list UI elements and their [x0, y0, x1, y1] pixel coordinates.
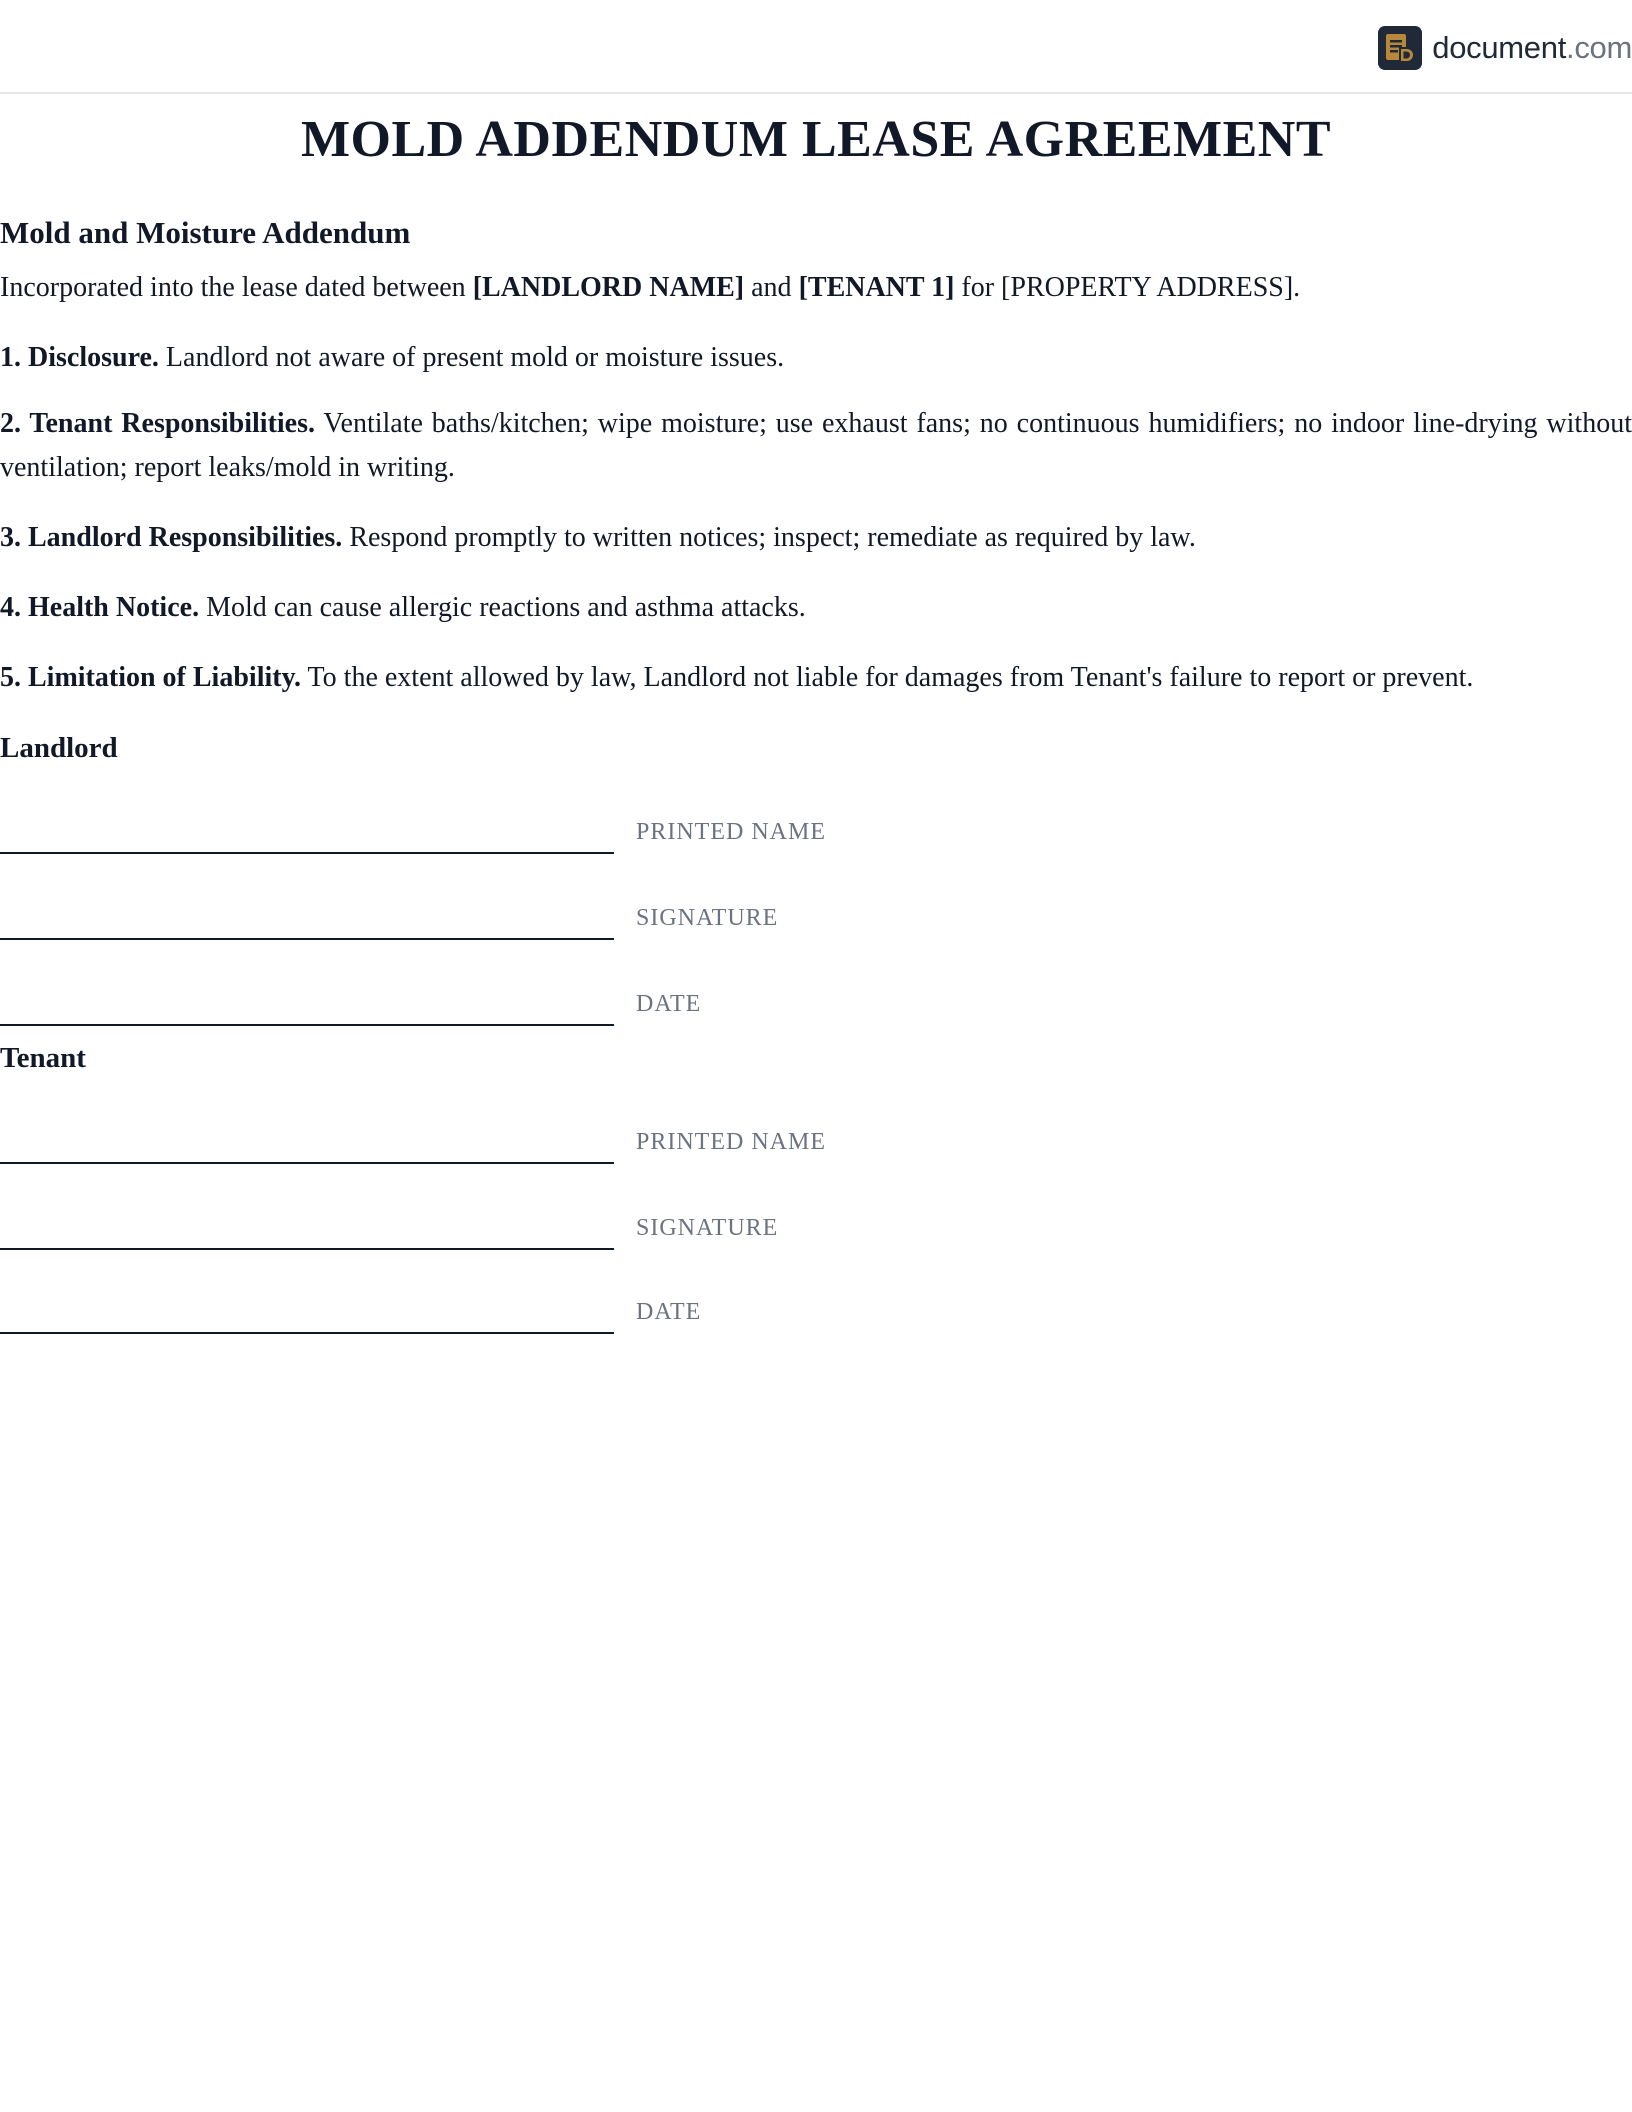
landlord-signature-label: SIGNATURE [636, 905, 779, 931]
clause-text: Mold can cause allergic reactions and asthma attacks. [199, 592, 806, 623]
document-logo-icon [1378, 26, 1422, 70]
clause-text: Respond promptly to written notices; inspect; remediate as required by law. [342, 522, 1196, 553]
tenant-heading: Tenant [0, 1042, 86, 1074]
clause-heading: 1. Disclosure. [0, 342, 159, 373]
landlord-printed-name-line[interactable] [0, 852, 614, 854]
brand-name: document.com [1432, 30, 1632, 65]
landlord-name-placeholder[interactable]: [LANDLORD NAME] [472, 272, 745, 303]
clause-health-notice [0, 586, 1632, 630]
tenant-printed-name-line[interactable] [0, 1162, 614, 1164]
tenant-signature-line[interactable] [0, 1248, 614, 1250]
clause-text: To the extent allowed by law, Landlord not liable for damages from Tenant's failure to report or prevent. [301, 662, 1474, 693]
tenant-date-label: DATE [636, 1299, 702, 1325]
clause-heading: 5. Limitation of Liability. [0, 662, 302, 693]
clause-landlord-responsibilities [0, 516, 1632, 560]
brand-logo[interactable] [1378, 25, 1632, 71]
clause-limitation-of-liability [0, 656, 1632, 700]
landlord-heading: Landlord [0, 732, 118, 764]
clause-heading: 2. Tenant Responsibilities. [0, 408, 315, 439]
tenant-signature-label: SIGNATURE [636, 1215, 779, 1241]
clause-tenant-responsibilities [0, 402, 1632, 490]
clause-text: Landlord not aware of present mold or moisture issues. [158, 342, 785, 373]
tenant-name-placeholder[interactable]: [TENANT 1] [798, 272, 955, 303]
clause-heading: 3. Landlord Responsibilities. [0, 522, 343, 553]
page-header [0, 0, 1632, 94]
clause-text: Ventilate baths/kitchen; wipe moisture; use exhaust fans; no continuous humidifiers; no indoor line-drying without ventilation; report leaks/mold in writing. [0, 408, 1632, 483]
section-heading: Mold and Moisture Addendum [0, 215, 411, 250]
intro-paragraph: Incorporated into the lease dated between [LANDLORD NAME] and [TENANT 1] for [PROPERTY ADDRESS]. [0, 272, 1301, 303]
landlord-date-line[interactable] [0, 1024, 614, 1026]
document-title: MOLD ADDENDUM LEASE AGREEMENT [300, 111, 1332, 168]
tenant-date-line[interactable] [0, 1332, 614, 1334]
landlord-date-label: DATE [636, 991, 702, 1017]
clause-disclosure [0, 336, 1632, 380]
landlord-signature-line[interactable] [0, 938, 614, 940]
landlord-printed-name-label: PRINTED NAME [636, 819, 826, 845]
clause-heading: 4. Health Notice. [0, 592, 200, 623]
tenant-printed-name-label: PRINTED NAME [636, 1129, 826, 1155]
